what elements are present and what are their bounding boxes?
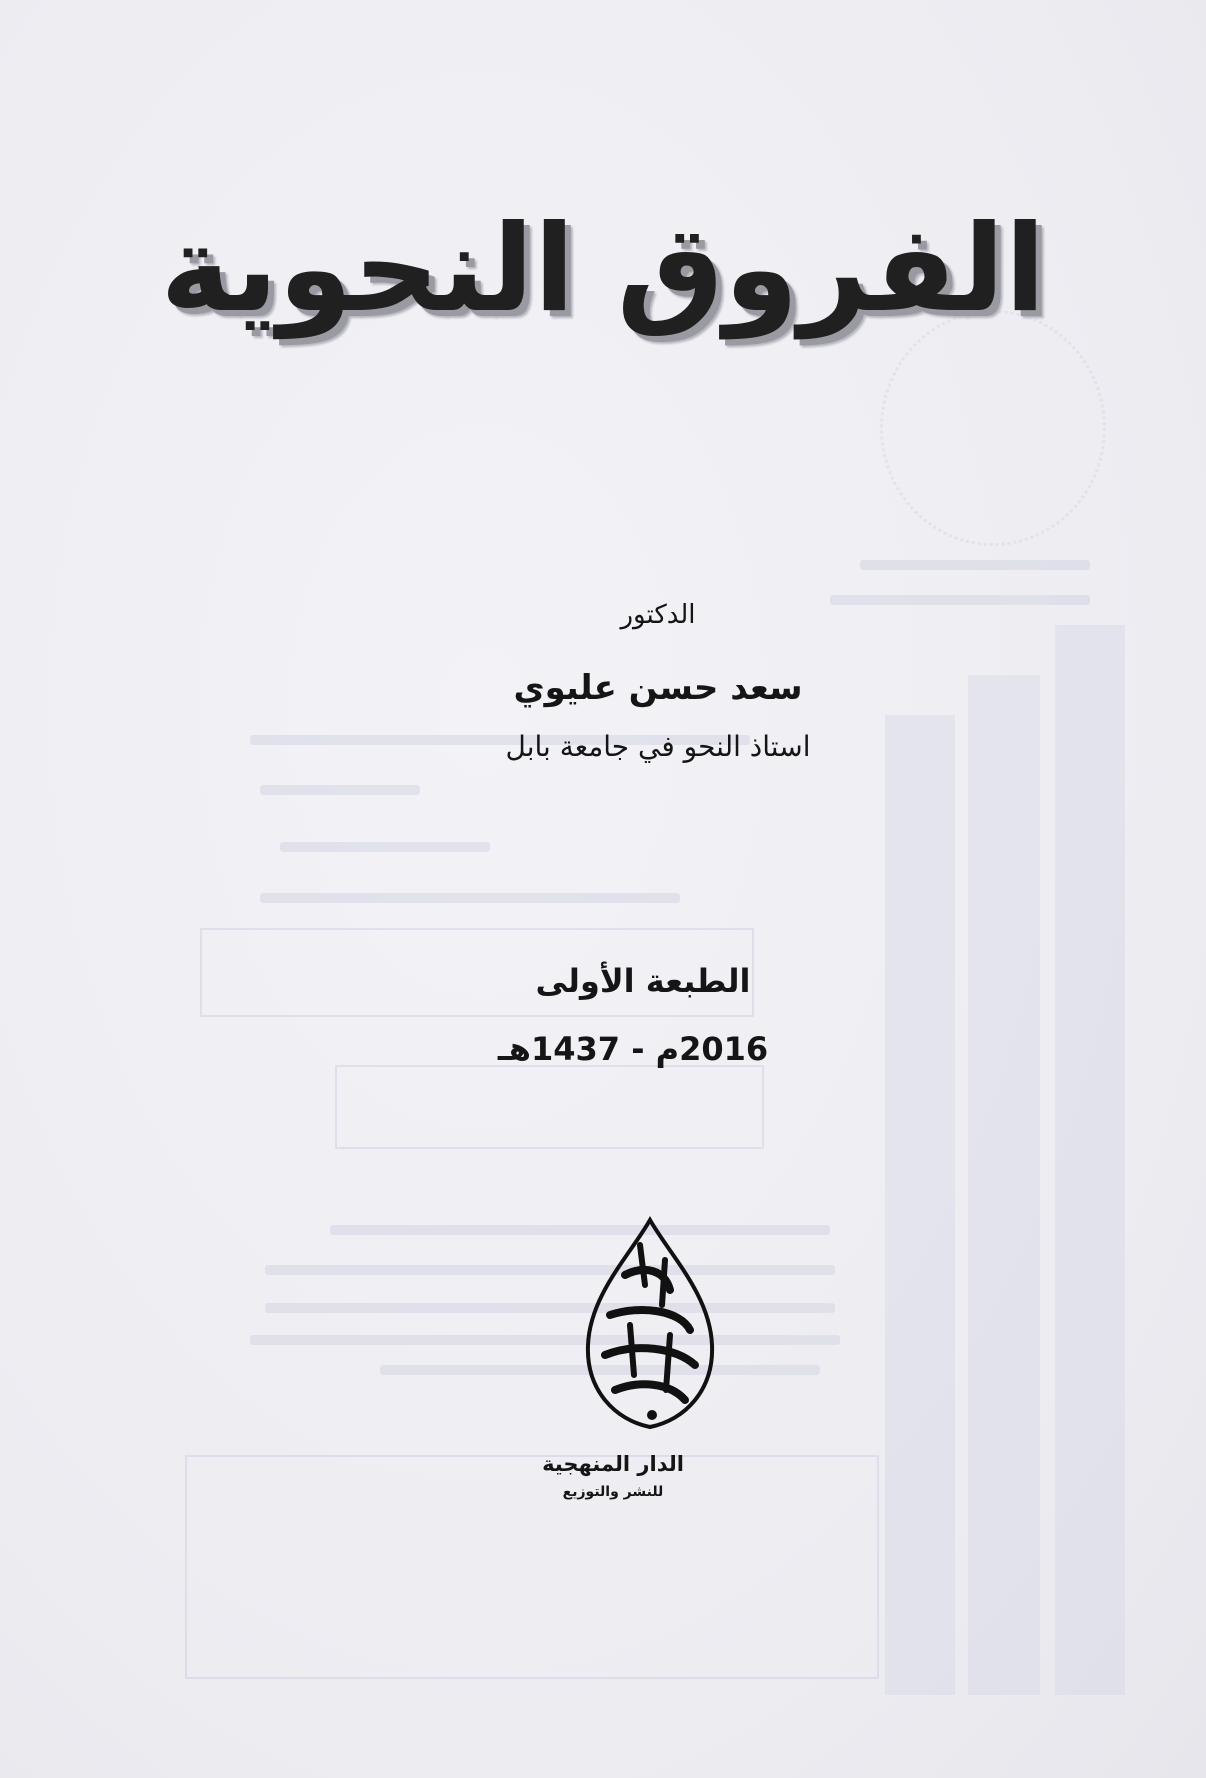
show-through-line <box>260 893 680 903</box>
author-affiliation: استاذ النحو في جامعة بابل <box>505 730 811 763</box>
author-name: سعد حسن عليوي <box>513 668 803 708</box>
show-through-line <box>860 560 1090 570</box>
publisher-subtitle: للنشر والتوزيع <box>562 1484 664 1500</box>
edition-label: الطبعة الأولى <box>535 962 751 1000</box>
book-title: الفروق النحوية <box>160 200 1046 339</box>
publication-date: 2016م - 1437هـ <box>497 1030 769 1068</box>
show-through-line <box>260 785 420 795</box>
show-through-line <box>265 1265 835 1275</box>
show-through-bar <box>968 675 1040 1695</box>
show-through-bar <box>1055 625 1125 1695</box>
show-through-line <box>265 1303 835 1313</box>
publisher-logo-icon <box>570 1215 730 1445</box>
show-through-stamp <box>880 310 1106 546</box>
publisher-name: الدار المنهجية <box>542 1452 684 1476</box>
show-through-box <box>335 1065 764 1149</box>
show-through-bar <box>885 715 955 1695</box>
show-through-line <box>280 842 490 852</box>
author-prefix: الدكتور <box>620 600 696 630</box>
show-through-line <box>250 1335 840 1345</box>
